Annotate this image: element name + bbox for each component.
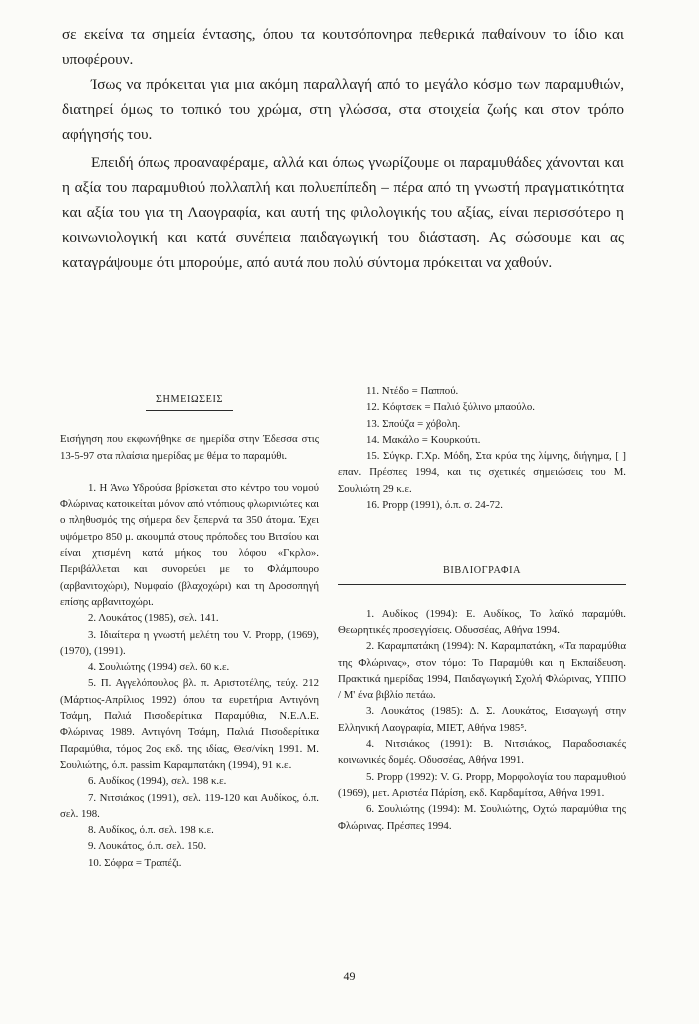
paragraph-1: σε εκείνα τα σημεία έντασης, όπου τα κουτσόπονηρα πεθερικά παθαίνουν το ίδιο και υποφέρουν.: [62, 26, 624, 68]
bib-entry-1: 1. Αυδίκος (1994): Ε. Αυδίκος, Το λαϊκό παραμύθι. Θεωρητικές προσεγγίσεις. Οδυσσέας, Αθήνα 1994.: [338, 607, 626, 636]
column-gap: [338, 513, 626, 563]
note-7: 7. Νιτσιάκος (1991), σελ. 119-120 και Αυδίκος, ό.π. σελ. 198.: [60, 791, 319, 820]
note-3: 3. Ιδιαίτερα η γνωστή μελέτη του V. Propp, (1969), (1970), (1991).: [60, 628, 319, 657]
note-5: 5. Π. Αγγελόπουλος βλ. π. Αριστοτέλης, τεύχ. 212 (Μάρτιος-Απρίλιος 1992) όπου τα ευρετήρια Αντιγόνη Τσάμη, Παλιά Πισοδερίτικα Παραμύθια, Ν.Ε.Λ.Ε. Φλώρινας 1989. Αντιγόνη Τσάμη, Παλιά Πισοδερίτικα Παραμύθια, τόμος 2ος εκδ. της ιδίας, Θεσ/νίκη 1991. Μ. Σουλιώτης, ό.π. passim Καραμπατάκη (1994), 91 κ.ε.: [60, 677, 319, 771]
note-16: 16. Propp (1991), ό.π. σ. 24-72.: [366, 499, 503, 512]
bib-entry-4: 4. Νιτσιάκος (1991): Β. Νιτσιάκος, Παραδοσιακές κοινωνικές δομές. Οδυσσέας, Αθήνα 1991.: [338, 738, 626, 767]
paragraph-2: Ίσως να πρόκειται για μια ακόμη παραλλαγή από το μεγάλο κόσμο των παραμυθιών, διατηρεί όμως το τοπικό του χρώμα, στη γλώσσα, στα στοιχεία ζωής και στον τρόπο αφήγησής του.: [62, 76, 624, 143]
paragraph-3: Επειδή όπως προαναφέραμε, αλλά και όπως γνωρίζουμε οι παραμυθάδες χάνονται και η αξία του παραμυθιού πολλαπλή και πολυεπίπεδη – πέρα από τη γνωστή πραγματικότητα και αξία του για τη Λαογραφία, και αυτή της φιλολογικής του αξίας, είναι περισσότερο η κοινωνιολογική και κατά συνέπεια παιδαγωγική του διάσταση. Ας σώσουμε και ας καταγράψουμε ότι μπορούμε, από αυτά που πολύ σύντομα πρόκειται να χαθούν.: [62, 154, 624, 271]
notes-column: [60, 392, 319, 871]
bibliography-heading: ΒΙΒΛΙΟΓΡΑΦΙΑ: [442, 565, 522, 577]
bib-entry-6: 6. Σουλιώτης (1994): Μ. Σουλιώτης, Οχτώ παραμύθια της Φλώρινας. Πρέσπες 1994.: [338, 803, 626, 832]
main-text: [62, 22, 624, 275]
note-9: 9. Λουκάτος, ό.π. σελ. 150.: [88, 840, 207, 853]
note-13: 13. Σπούζα = χόβολη.: [366, 417, 461, 430]
bib-entry-3: 3. Λουκάτος (1985): Δ. Σ. Λουκάτος, Εισαγωγή στην Ελληνική Λαογραφία, ΜΙΕΤ, Αθήνα 1985⁵.: [338, 705, 626, 734]
note-14: 14. Μακάλο = Κουρκούτι.: [366, 433, 481, 446]
note-10: 10. Σόφρα = Τραπέζι.: [88, 856, 182, 869]
notes-intro: Εισήγηση που εκφωνήθηκε σε ημερίδα στην Έδεσσα στις 13-5-97 στα πλαίσια ημερίδας με θέμα το παραμύθι.: [60, 433, 319, 462]
note-1: 1. Η Άνω Υδρούσα βρίσκεται στο κέντρο του νομού Φλώρινας κατοικείται μόνον από ντόπιους φλωρινιώτες και ο πληθυσμός της σήμερα δεν ξεπερνά τα 350 άτομα. Έχει υψόμετρο 850 μ. ακουμπά στους πρόποδες του Βιτσίου και είναι χτισμένη κατά μήκος του λόφου «Γκρλο». Περιβάλλεται και συνορεύει με το Φλάμπουρο (αρβανιτοχώρι), Νυμφαίο (βλαχοχώρι) και τη Δροσοπηγή επίσης αρβανιτοχώρι.: [60, 481, 319, 608]
page-number: 49: [343, 969, 356, 983]
note-4: 4. Σουλιώτης (1994) σελ. 60 κ.ε.: [88, 661, 230, 674]
note-12: 12. Κόφτσεκ = Παλιό ξύλινο μπαούλο.: [366, 401, 535, 414]
notes-heading: ΣΗΜΕΙΩΣΕΙΣ: [60, 392, 319, 411]
notes-bibliography-column: [338, 383, 626, 834]
note-2: 2. Λουκάτος (1985), σελ. 141.: [88, 612, 219, 625]
note-15: 15. Σύγκρ. Γ.Χρ. Μόδη, Στα κρύα της λίμνης, διήγημα, [ ] επαν. Πρέσπες 1994, και τις σχετικές σημειώσεις του Μ. Σουλιώτη 29 κ.ε.: [338, 450, 626, 495]
note-6: 6. Αυδίκος (1994), σελ. 198 κ.ε.: [88, 775, 227, 788]
note-11: 11. Ντέδο = Παππού.: [366, 385, 459, 397]
bibliography-rule: [338, 584, 626, 585]
bib-entry-2: 2. Καραμπατάκη (1994): Ν. Καραμπατάκη, «Τα παραμύθια της Φλώρινας», στον τόμο: Το Παραμύθι και η Εκπαίδευση. Πρακτικά ημερίδας 1994, Παιδαγωγική Σχολή Φλώρινας, ΥΠΠΟ / Μ' ένα βιβλίο πετάω.: [338, 640, 626, 702]
bib-entry-5: 5. Propp (1992): V. G. Propp, Μορφολογία του παραμυθιού (1969), μετ. Αριστέα Πάρίση, εκδ. Καρδαμίτσα, Αθήνα 1991.: [338, 770, 626, 799]
note-8: 8. Αυδίκος, ό.π. σελ. 198 κ.ε.: [88, 824, 214, 837]
